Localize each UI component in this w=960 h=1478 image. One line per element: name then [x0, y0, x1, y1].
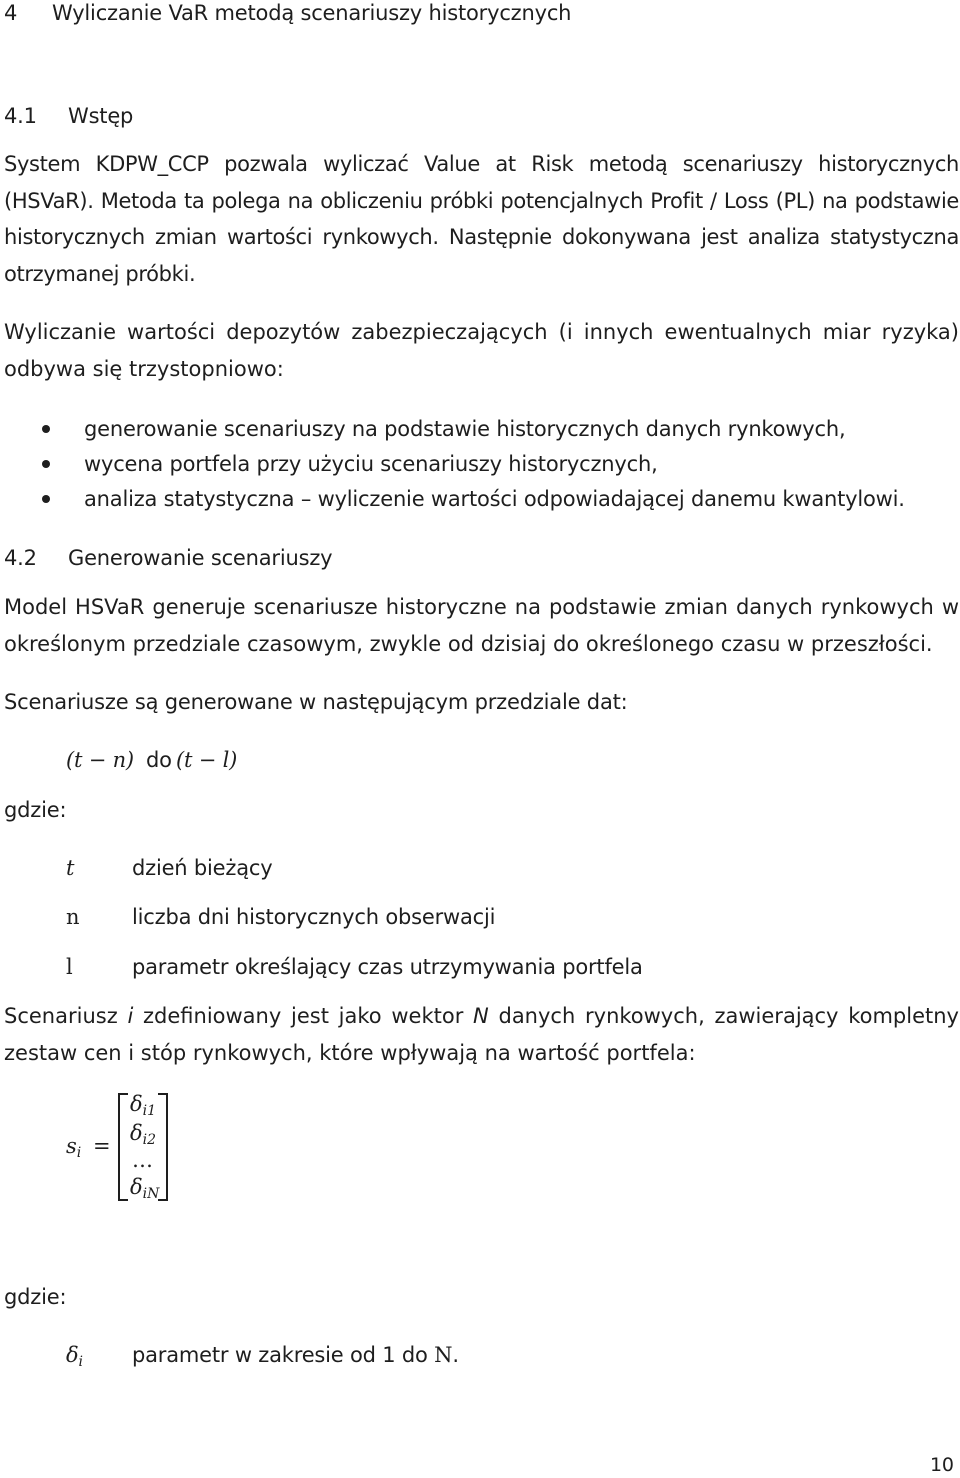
bullet-icon [42, 425, 50, 433]
intro-paragraph: System KDPW_CCP pozwala wyliczać Value at Risk metodą scenariuszy historycznych (HSVaR). Metoda ta polega na obliczeniu próbki potencjalnych Profit / Loss (PL) na podstawie historycznych zmian wartości rynkowych. Następnie dokonywana jest analiza statystyczna otrzymanej próbki. [4, 152, 959, 286]
definition-symbol: n [66, 905, 80, 929]
formula-left: (t − n) [66, 748, 134, 772]
vector-entry: … [132, 1148, 153, 1172]
formula-do: do [146, 748, 172, 772]
list-item: wycena portfela przy użyciu scenariuszy historycznych, [84, 452, 658, 476]
definition-symbol: l [66, 955, 73, 979]
definition-text: liczba dni historycznych obserwacji [132, 905, 496, 929]
bullet-icon [42, 495, 50, 503]
vector-lhs: $s_i$ [66, 1134, 82, 1161]
chapter-number: 4 [4, 1, 18, 25]
vector-entry: $\delta_{i1}$ [130, 1092, 157, 1119]
list-item: analiza statystyczna – wyliczenie wartości odpowiadającej danemu kwantylowi. [84, 487, 905, 511]
definition-symbol: t [66, 856, 75, 880]
page-number: 10 [930, 1454, 954, 1476]
section-number: 4.1 [4, 104, 37, 128]
definition-symbol: $\delta_i$ [66, 1343, 83, 1370]
where-label-2: gdzie: [4, 1285, 67, 1309]
list-item: generowanie scenariuszy na podstawie historycznych danych rynkowych, [84, 417, 846, 441]
var-n: N [473, 1004, 489, 1028]
where-label: gdzie: [4, 798, 67, 822]
definition-text: parametr w zakresie od 1 do N. [132, 1343, 459, 1367]
definition-text: dzień bieżący [132, 856, 273, 880]
section-title: Wstęp [68, 104, 134, 128]
vector-entry: $\delta_{iN}$ [130, 1175, 160, 1202]
model-paragraph: Model HSVaR generuje scenariusze historyczne na podstawie zmian danych rynkowych w określonym przedziale czasowym, zwykle od dzisiaj do określonego czasu w przeszłości. [4, 595, 959, 656]
definition-text: parametr określający czas utrzymywania portfela [132, 955, 643, 979]
scenario-paragraph: Scenariusz i zdefiniowany jest jako wektor N danych rynkowych, zawierający kompletny zestaw cen i stóp rynkowych, które wpływają na wartość portfela: [4, 1004, 959, 1065]
formula-right: (t − l) [176, 748, 238, 772]
left-bracket [118, 1093, 128, 1201]
range-intro: Scenariusze są generowane w następującym przedziale dat: [4, 690, 628, 714]
right-bracket [158, 1093, 168, 1201]
equals-sign: = [93, 1134, 111, 1158]
section-number: 4.2 [4, 546, 37, 570]
vector-entry: $\delta_{i2}$ [130, 1121, 157, 1148]
chapter-title: Wyliczanie VaR metodą scenariuszy historycznych [52, 1, 572, 25]
bullet-icon [42, 460, 50, 468]
section-title: Generowanie scenariuszy [68, 546, 333, 570]
process-paragraph: Wyliczanie wartości depozytów zabezpieczających (i innych ewentualnych miar ryzyka) odbywa się trzystopniowo: [4, 320, 959, 381]
var-i: i [127, 1004, 134, 1028]
